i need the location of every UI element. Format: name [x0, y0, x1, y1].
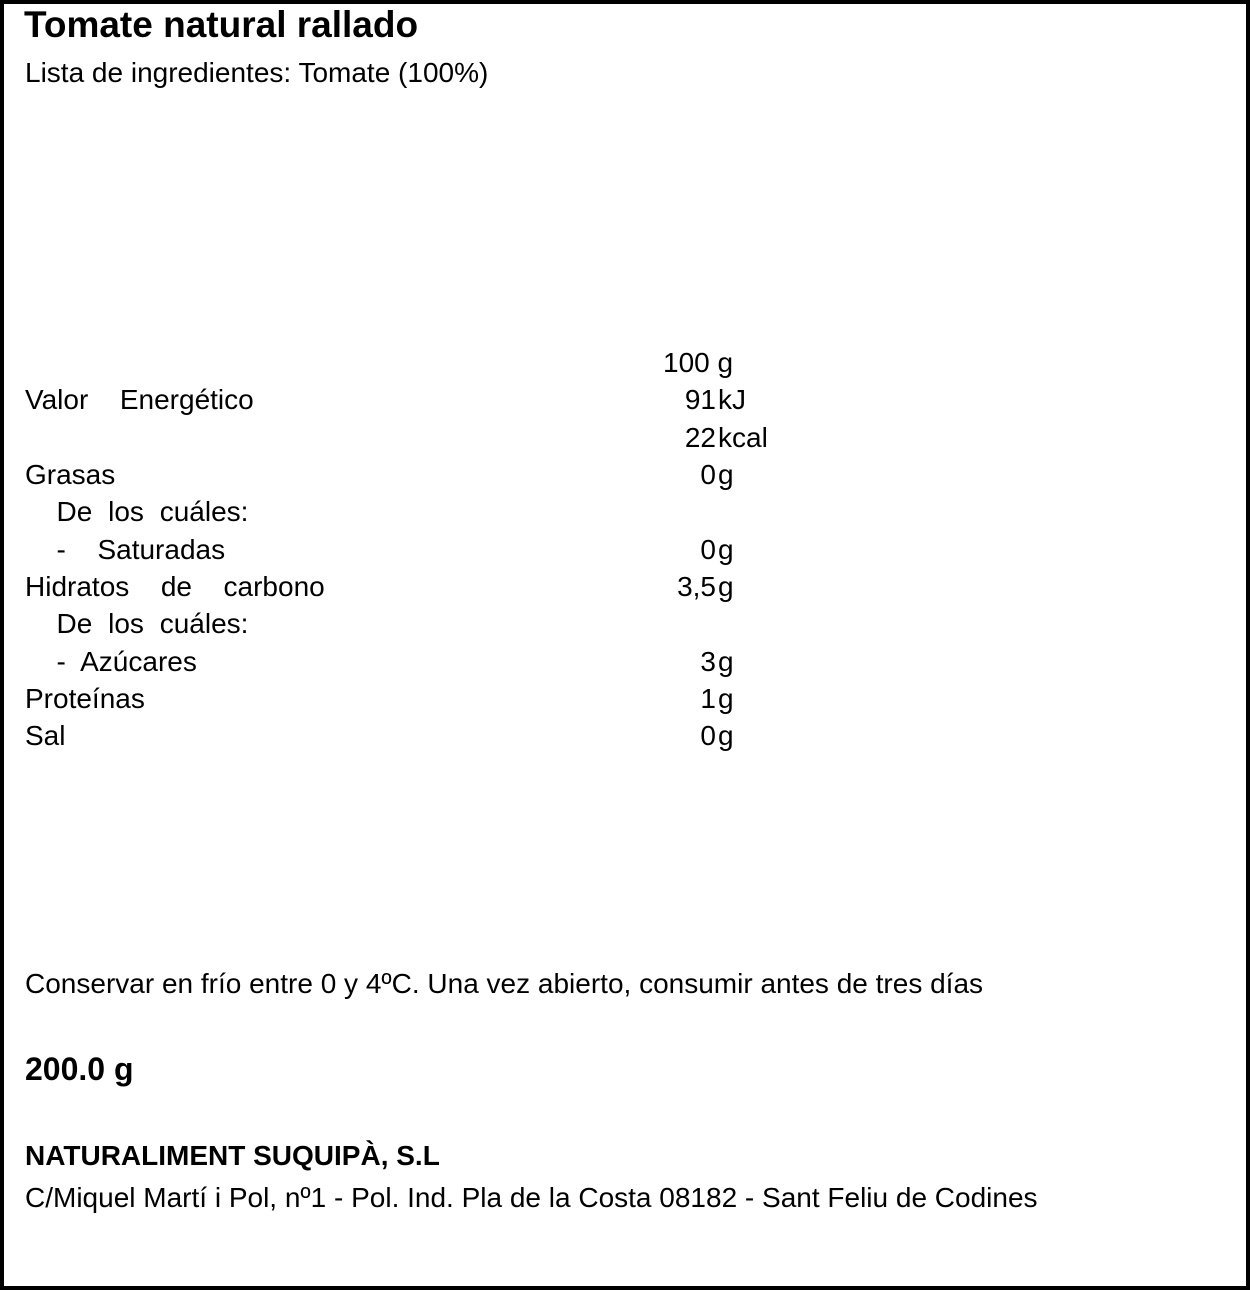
nutrition-row-energy-kcal — [0, 422, 1250, 454]
nutrition-unit: g — [718, 534, 734, 565]
nutrition-value: 3 — [700, 646, 716, 677]
nutrition-value: 0 — [700, 459, 716, 490]
net-weight: 200.0 g — [25, 1051, 134, 1087]
nutrition-header-row — [0, 347, 1250, 379]
nutrition-row-fat — [0, 459, 1250, 491]
nutrition-row-energy-kj — [0, 384, 1250, 416]
nutrition-label: De los cuáles: — [25, 608, 249, 639]
nutrition-label: - Saturadas — [25, 534, 226, 565]
company-name: NATURALIMENT SUQUIPÀ, S.L — [25, 1140, 440, 1171]
nutrition-row-carb-subheading — [0, 608, 1250, 640]
nutrition-row-protein — [0, 683, 1250, 715]
nutrition-header-per-100g: 100 g — [663, 347, 734, 378]
ingredients-list: Lista de ingredientes: Tomate (100%) — [25, 57, 489, 88]
nutrition-row-fat-subheading — [0, 496, 1250, 528]
nutrition-label: Hidratos de carbono — [25, 571, 325, 602]
nutrition-row-sugars — [0, 646, 1250, 678]
company-address: C/Miquel Martí i Pol, nº1 - Pol. Ind. Pla de la Costa 08182 - Sant Feliu de Codines — [25, 1182, 1038, 1213]
nutrition-unit: g — [718, 683, 734, 714]
product-title: Tomate natural rallado — [24, 4, 419, 45]
nutrition-label: Grasas — [25, 459, 116, 490]
nutrition-label: Proteínas — [25, 683, 145, 714]
nutrition-unit: g — [718, 646, 734, 677]
nutrition-unit: kcal — [718, 422, 768, 453]
nutrition-row-saturated — [0, 534, 1250, 566]
nutrition-value: 22 — [684, 422, 716, 453]
nutrition-row-carbohydrates — [0, 571, 1250, 603]
nutrition-unit: g — [718, 459, 734, 490]
nutrition-label: De los cuáles: — [25, 496, 249, 527]
storage-instructions: Conservar en frío entre 0 y 4ºC. Una vez abierto, consumir antes de tres días — [25, 968, 984, 999]
nutrition-unit: g — [718, 571, 734, 602]
nutrition-row-salt — [0, 720, 1250, 752]
nutrition-value: 0 — [700, 720, 716, 751]
nutrition-value: 91 — [684, 384, 716, 415]
nutrition-value: 3,5 — [677, 571, 716, 602]
nutrition-label: Valor Energético — [25, 384, 254, 415]
nutrition-label: - Azúcares — [25, 646, 197, 677]
nutrition-value: 1 — [700, 683, 716, 714]
nutrition-label: Sal — [25, 720, 66, 751]
nutrition-value: 0 — [700, 534, 716, 565]
nutrition-unit: g — [718, 720, 734, 751]
nutrition-unit: kJ — [718, 384, 746, 415]
